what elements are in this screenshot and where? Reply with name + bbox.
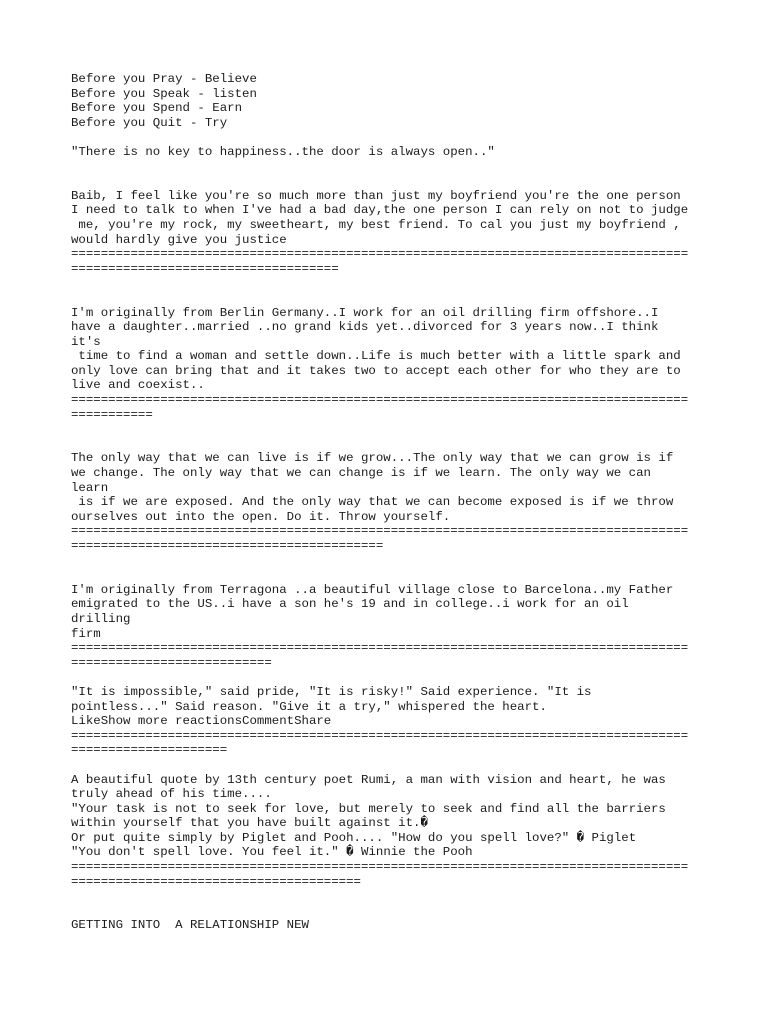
blank-line bbox=[71, 160, 711, 175]
separator-line: ==================================== bbox=[71, 261, 339, 276]
blank-line bbox=[71, 130, 711, 145]
separator-line: =========== bbox=[71, 407, 153, 422]
text-line: A beautiful quote by 13th century poet Rumi, a man with vision and heart, he was bbox=[71, 772, 666, 787]
text-line: time to find a woman and settle down..Life is much better with a little spark and bbox=[71, 349, 681, 364]
text-line: I need to talk to when I've had a bad day,the one person I can rely on not to judge bbox=[71, 203, 689, 218]
blank-line bbox=[71, 758, 711, 773]
text-line: GETTING INTO A RELATIONSHIP NEW bbox=[71, 918, 309, 933]
blank-line bbox=[71, 291, 711, 306]
separator-line: =========================== bbox=[71, 655, 272, 670]
blank-line bbox=[71, 904, 711, 919]
text-line: learn bbox=[71, 480, 109, 495]
blank-line bbox=[71, 670, 711, 685]
separator-line: =================================================================================== bbox=[71, 641, 689, 656]
separator-line: =================================================================================== bbox=[71, 728, 689, 743]
blank-line bbox=[71, 422, 711, 437]
blank-line bbox=[71, 889, 711, 904]
separator-line: ===================== bbox=[71, 743, 228, 758]
text-line: Before you Spend - Earn bbox=[71, 101, 243, 116]
separator-line: ========================================== bbox=[71, 539, 384, 553]
text-line: would hardly give you justice bbox=[71, 232, 287, 247]
separator-line: =================================================================================== bbox=[71, 860, 689, 875]
text-line: emigrated to the US..i have a son he's 19 and in college..i work for an oil bbox=[71, 597, 629, 612]
text-line: "You don't spell love. You feel it." � Winnie the Pooh bbox=[71, 845, 473, 860]
text-line: have a daughter..married ..no grand kids yet..divorced for 3 years now..I think bbox=[71, 320, 659, 335]
separator-line: =================================================================================== bbox=[71, 393, 689, 408]
text-line: it's bbox=[71, 334, 101, 349]
separator-line: =================================================================================== bbox=[71, 247, 689, 262]
text-line: I'm originally from Terragona ..a beautiful village close to Barcelona..my Father bbox=[71, 582, 674, 597]
text-line: we change. The only way that we can change is if we learn. The only way we can bbox=[71, 466, 651, 481]
text-line: drilling bbox=[71, 611, 131, 626]
text-line: Baib, I feel like you're so much more than just my boyfriend you're the one person bbox=[71, 188, 681, 203]
text-line: within yourself that you have built against it.� bbox=[71, 816, 428, 831]
document-page bbox=[71, 72, 711, 933]
text-line: pointless..." Said reason. "Give it a try," whispered the heart. bbox=[71, 699, 547, 714]
text-line: is if we are exposed. And the only way that we can become exposed is if we throw bbox=[71, 495, 674, 510]
text-line: The only way that we can live is if we grow...The only way that we can grow is if bbox=[71, 451, 674, 466]
text-line: "It is impossible," said pride, "It is risky!" Said experience. "It is bbox=[71, 684, 592, 699]
text-line: "There is no key to happiness..the door is always open.." bbox=[71, 144, 495, 159]
blank-line bbox=[71, 568, 711, 583]
text-line: live and coexist.. bbox=[71, 378, 205, 393]
text-line: I'm originally from Berlin Germany..I work for an oil drilling firm offshore..I bbox=[71, 305, 659, 320]
blank-line bbox=[71, 554, 711, 569]
text-line: me, you're my rock, my sweetheart, my best friend. To cal you just my boyfriend , bbox=[71, 217, 681, 232]
text-line: ourselves out into the open. Do it. Throw yourself. bbox=[71, 509, 451, 524]
blank-line bbox=[71, 276, 711, 291]
text-line: firm bbox=[71, 626, 101, 641]
blank-line bbox=[71, 174, 711, 189]
separator-line: ======================================= bbox=[71, 874, 361, 889]
text-line: Or put quite simply by Piglet and Pooh.... "How do you spell love?" � Piglet bbox=[71, 830, 637, 845]
text-line: Before you Speak - listen bbox=[71, 86, 257, 101]
text-line: LikeShow more reactionsCommentShare bbox=[71, 714, 332, 729]
blank-line bbox=[71, 437, 711, 452]
text-line: only love can bring that and it takes two to accept each other for who they are to bbox=[71, 363, 681, 378]
separator-line: =================================================================================== bbox=[71, 524, 689, 539]
text-line: "Your task is not to seek for love, but merely to seek and find all the barriers bbox=[71, 801, 666, 816]
text-line: Before you Quit - Try bbox=[71, 115, 228, 130]
text-line: Before you Pray - Believe bbox=[71, 72, 257, 86]
text-line: truly ahead of his time.... bbox=[71, 787, 272, 802]
